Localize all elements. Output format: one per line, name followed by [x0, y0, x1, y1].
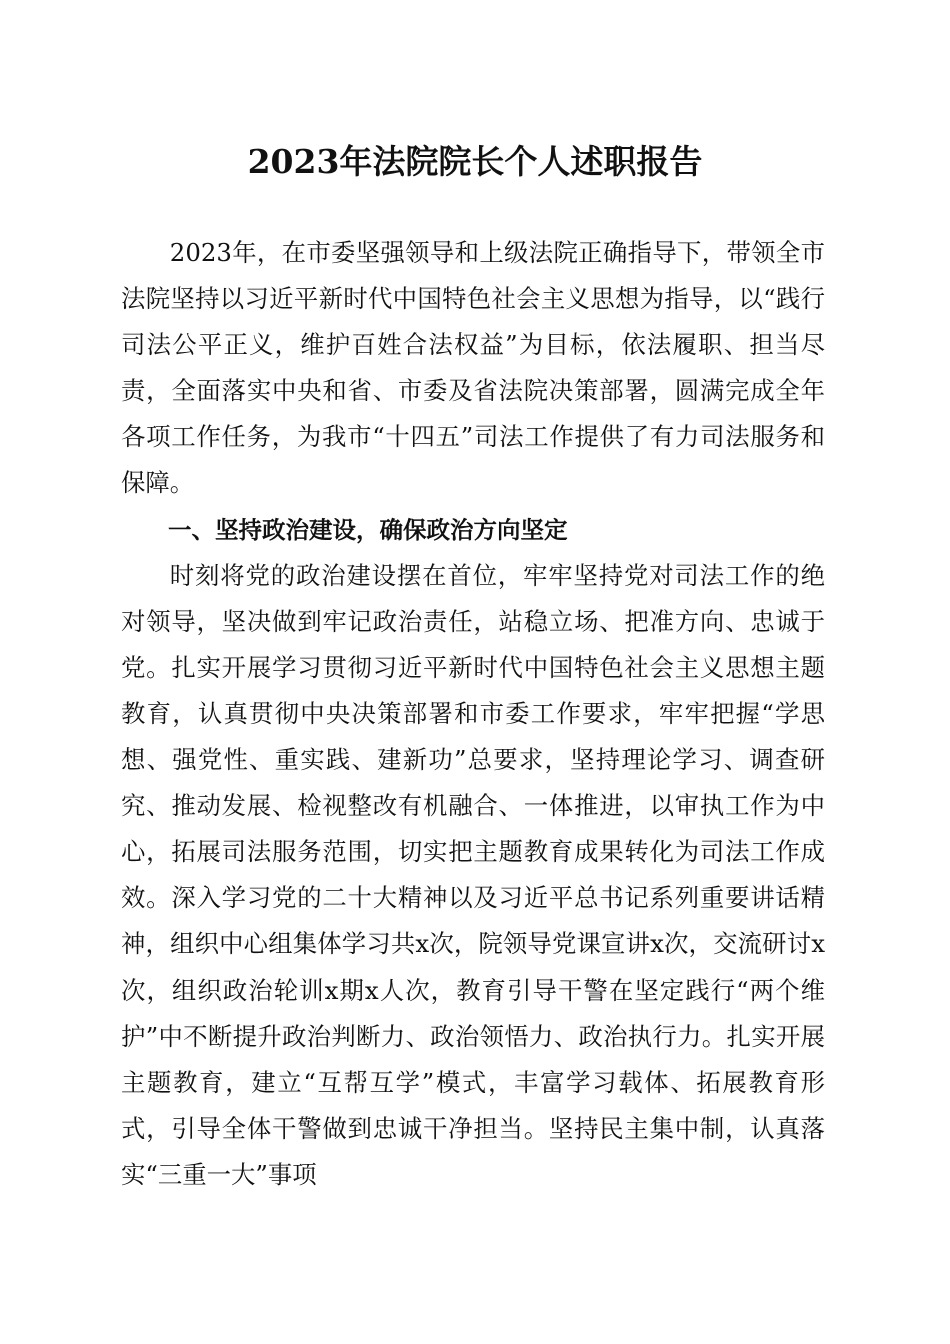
- document-title: 2023年法院院长个人述职报告: [247, 142, 703, 181]
- intro-paragraph: 2023年，在市委坚强领导和上级法院正确指导下，带领全市法院坚持以习近平新时代中国特色社会主义思想为指导，以“践行司法公平正义，维护百姓合法权益”为目标，依法履职、担当尽责，全面落实中央和省、市委及省法院决策部署，圆满完成全年各项工作任务，为我市“十四五”司法工作提供了有力司法服务和保障。: [121, 238, 825, 498]
- section-paragraph: 时刻将党的政治建设摆在首位，牢牢坚持党对司法工作的绝对领导，坚决做到牢记政治责任，站稳立场、把准方向、忠诚于党。扎实开展学习贯彻习近平新时代中国特色社会主义思想主题教育，认真贯彻中央决策部署和市委工作要求，牢牢把握“学思想、强党性、重实践、建新功”总要求，坚持理论学习、调查研究、推动发展、检视整改有机融合、一体推进，以审执工作为中心，拓展司法服务范围，切实把主题教育成果转化为司法工作成效。深入学习党的二十大精神以及习近平总书记系列重要讲话精神，组织中心组集体学习共x次，院领导党课宣讲x次，交流研讨x次，组织政治轮训x期x人次，教育引导干警在坚定践行“两个维护”中不断提升政治判断力、政治领悟力、政治执行力。扎实开展主题教育，建立“互帮互学”模式，丰富学习载体、拓展教育形式，引导全体干警做到忠诚干净担当。坚持民主集中制，认真落实“三重一大”事项: [121, 560, 825, 1189]
- document-body: [121, 230, 825, 1198]
- section-heading: 一、坚持政治建设，确保政治方向坚定: [168, 515, 568, 544]
